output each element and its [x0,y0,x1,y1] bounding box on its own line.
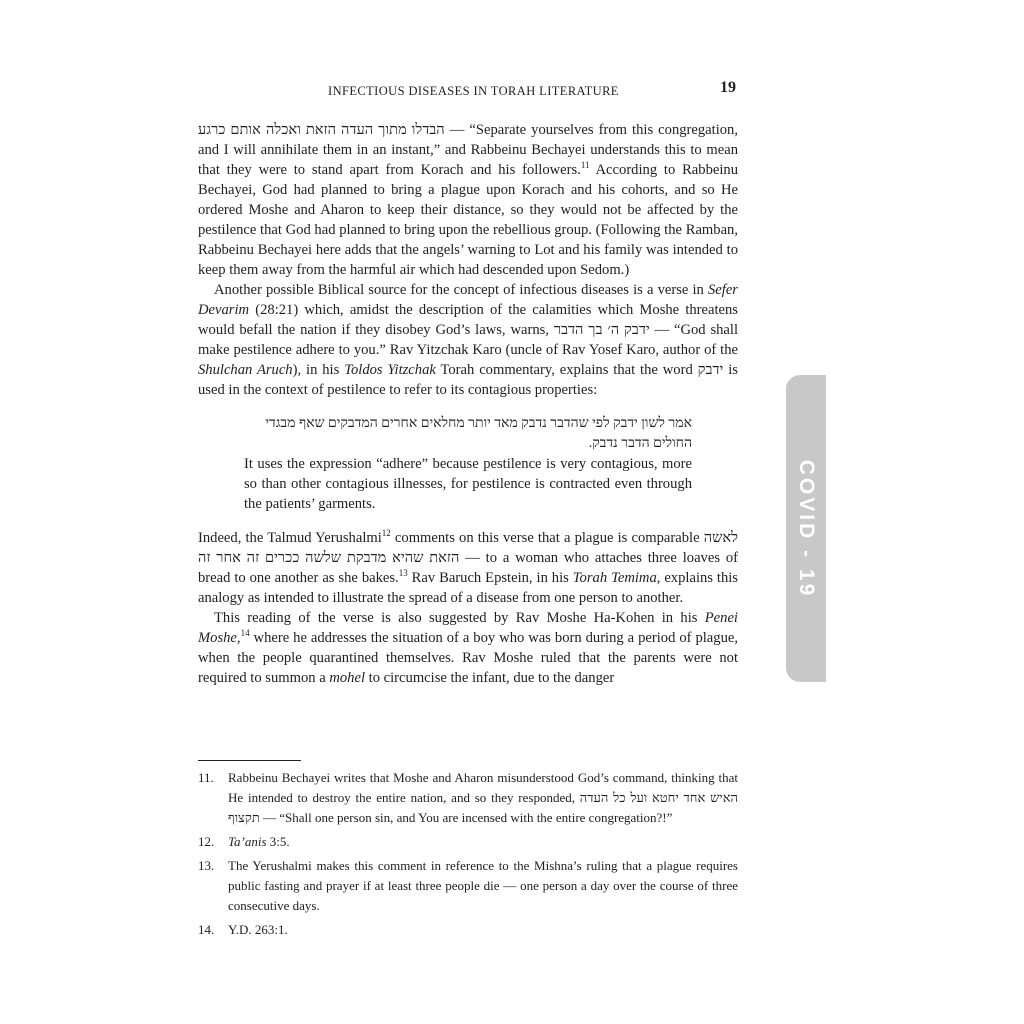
footnote-ref[interactable]: 13 [398,568,408,579]
book-page [198,70,826,950]
footnote-text [228,832,738,852]
hebrew-phrase: ידבק ה׳ בך הדבר [553,322,650,338]
text-span: Rav Baruch Epstein, in his [407,570,573,586]
text-span: to circumcise the infant, due to the danger [365,670,615,686]
italic-title: Sefer Devarim [198,282,738,318]
chapter-side-tab [786,375,826,682]
side-tab-label: COVID - 19 [795,459,818,598]
text-span: — “Shall one person sin, and You are incensed with the entire congregation?!” [259,810,673,825]
footnote-text: The Yerushalmi makes this comment in reference to the Mishna’s ruling that a plague requires public fasting and prayer if at least three people die — one person a day over the course of three consecutive days. [228,858,738,913]
footnote-number: 12. [198,834,215,849]
footnote-12 [198,832,738,852]
footnote-ref[interactable]: 14 [240,628,250,639]
italic-term: mohel [329,670,365,686]
text-span: , explains this analogy as intended to illustrate the spread of a disease from one person to another. [198,570,738,606]
text-span: — to a woman who attaches three loaves of bread to one another as she bakes. [198,550,738,586]
paragraph-4 [198,608,738,688]
text-span: — “God shall make pestilence adhere to you.” Rav Yitzchak Karo (uncle of Rav Yosef Karo, author of the [198,322,739,358]
text-span: Rabbeinu Bechayei writes that Moshe and Aharon misunderstood God’s command, thinking that He intended to destroy the entire nation, and so they responded, [228,770,738,805]
footnotes [198,768,738,944]
body-text [198,120,738,688]
text-span: Indeed, the Talmud Yerushalmi [198,530,382,546]
text-span: Another possible Biblical source for the concept of infectious diseases is a verse in [214,282,708,298]
footnote-number: 14. [198,922,215,937]
footnote-11 [198,768,738,828]
footnote-divider [198,760,301,761]
running-head: INFECTIOUS DISEASES IN TORAH LITERATURE [328,84,619,98]
text-span: comments on this verse that a plague is comparable [390,530,704,546]
hebrew-phrase: הבדלו מתוך העדה הזאת ואכלה אותם כרגע [198,122,445,138]
hebrew-word: ידבק [697,362,724,378]
text-span: ), in his [292,362,345,378]
footnote-13 [198,856,738,916]
footnote-text: Y.D. 263:1. [228,922,288,937]
italic-title: Shulchan Aruch [198,362,293,378]
paragraph-1 [198,120,738,280]
paragraph-2 [198,280,738,400]
quote-hebrew: אמר לשון ידבק לפי שהדבר נדבק מאד יותר מחלאים אחרים המדבקים שאף מבגדי החולים הדבר נדבק. [265,416,692,451]
footnote-number: 11. [198,770,214,785]
footnote-ref[interactable]: 11 [580,160,590,171]
italic-title: Ta’anis [228,834,267,849]
hebrew-phrase: לאשה הזאת שהיא מדבקת שלשה ככרים זה אחר זה [198,530,738,566]
text-span: 3:5. [266,834,290,849]
page-number: 19 [720,79,736,96]
footnote-text [228,768,738,828]
footnote-number: 13. [198,858,215,873]
text-span: According to Rabbeinu Bechayei, God had planned to bring a plague upon Korach and his cohorts, and so He ordered Moshe and Aharon to keep their distance, so they would not be affected by the pestilence that God had planned to bring upon the rebellious group. (Following the Ramban, Rabbeinu Bechayei here adds that the angels’ warning to Lot and his family was intended to keep them away from the harmful air which had descended upon Sedom.) [198,162,738,278]
italic-title: Torah Temima [572,570,657,586]
text-span: (28:21) which, amidst the description of the calamities which Moshe threatens would befall the nation if they disobey God’s laws, warns, [198,302,738,338]
hebrew-phrase: האיש אחד יחטא ועל כל העדה תקצוף [228,790,738,825]
footnote-ref[interactable]: 12 [381,528,391,539]
text-span: This reading of the verse is also suggested by Rav Moshe Ha-Kohen in his [214,610,705,626]
text-span: where he addresses the situation of a boy who was born during a period of plague, when the people quarantined themselves. Rav Moshe ruled that the parents were not required to summon a [198,630,738,686]
paragraph-3 [198,528,738,608]
text-span: Torah commentary, explains that the word [435,362,698,378]
text-span: , [236,630,241,646]
italic-title: Penei Moshe [198,610,738,646]
block-quote [244,414,692,514]
italic-title: Toldos Yitzchak [344,362,436,378]
text-span: is used in the context of pestilence to refer to its contagious properties: [198,362,738,398]
footnote-14 [198,920,738,940]
text-span: — “Separate yourselves from this congregation, and I will annihilate them in an instant,” and Rabbeinu Bechayei understands this to mean that they were to stand apart from Korach and his followers. [198,122,739,178]
quote-english: It uses the expression “adhere” because pestilence is very contagious, more so than other contagious illnesses, for pestilence is contracted even through the patients’ garments. [244,456,692,512]
